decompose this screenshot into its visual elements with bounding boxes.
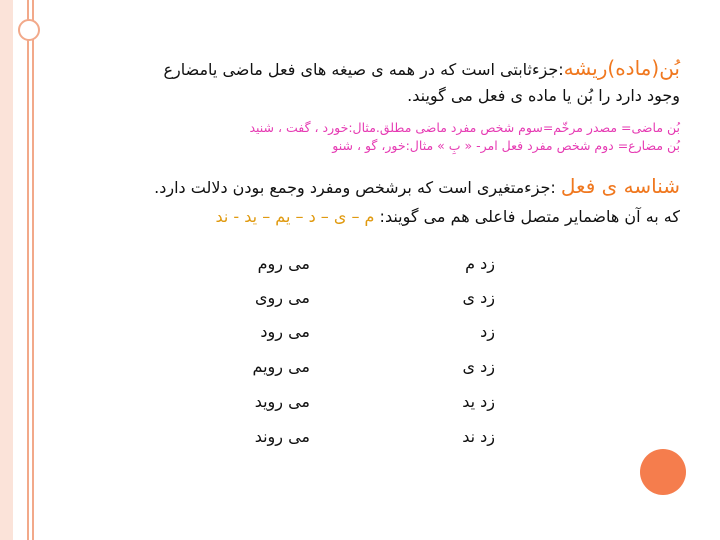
past-form-5: زد ید	[462, 392, 495, 411]
suffix-title: شناسه ی فعل	[560, 174, 680, 198]
past-root-note: بُن ماضی= مصدر مرخّم=سوم شخص مفرد ماضی مطلق.مثال:خورد ، گفت ، شنید	[249, 120, 680, 135]
left-decor-line-outer	[27, 0, 29, 540]
past-form-6: زد ند	[462, 427, 495, 446]
suffix-pronoun-text: که به آن هاضمایر متصل فاعلی هم می گویند:	[379, 207, 680, 226]
past-form-3: زد	[480, 322, 495, 341]
root-definition-line2: وجود دارد را بُن یا ماده ی فعل می گویند.	[407, 86, 680, 105]
root-definition-line1	[163, 56, 680, 80]
present-form-2: می روی	[255, 288, 310, 307]
suffix-list: م – ی – د – یم – ید - ند	[215, 207, 380, 226]
root-title: بُن(ماده)ریشه	[563, 56, 680, 80]
present-form-3: می رود	[260, 322, 310, 341]
suffix-definition-text: :جزءمتغیری است که برشخص ومفرد وجمع بودن دلالت دارد.	[154, 178, 561, 197]
left-decor-band	[0, 0, 13, 540]
suffix-definition-line	[154, 174, 680, 198]
past-form-2: زد ی	[462, 288, 495, 307]
past-form-4: زد ی	[462, 357, 495, 376]
present-form-1: می روم	[257, 254, 310, 273]
left-decor-line-inner	[32, 0, 34, 540]
top-decor-circle	[18, 19, 40, 41]
present-form-6: می روند	[254, 427, 310, 446]
present-form-5: می روید	[254, 392, 310, 411]
bottom-decor-circle	[640, 449, 686, 495]
suffix-pronoun-line	[215, 207, 680, 226]
root-definition-text: :جزءثابتی است که در همه ی صیغه های فعل ماضی یامضارع	[163, 60, 564, 79]
past-form-1: زد م	[465, 254, 495, 273]
present-form-4: می رویم	[252, 357, 310, 376]
present-root-note: بُن مضارع= دوم شخص مفرد فعل امر- « بِ » مثال:خور، گو ، شنو	[332, 138, 680, 153]
